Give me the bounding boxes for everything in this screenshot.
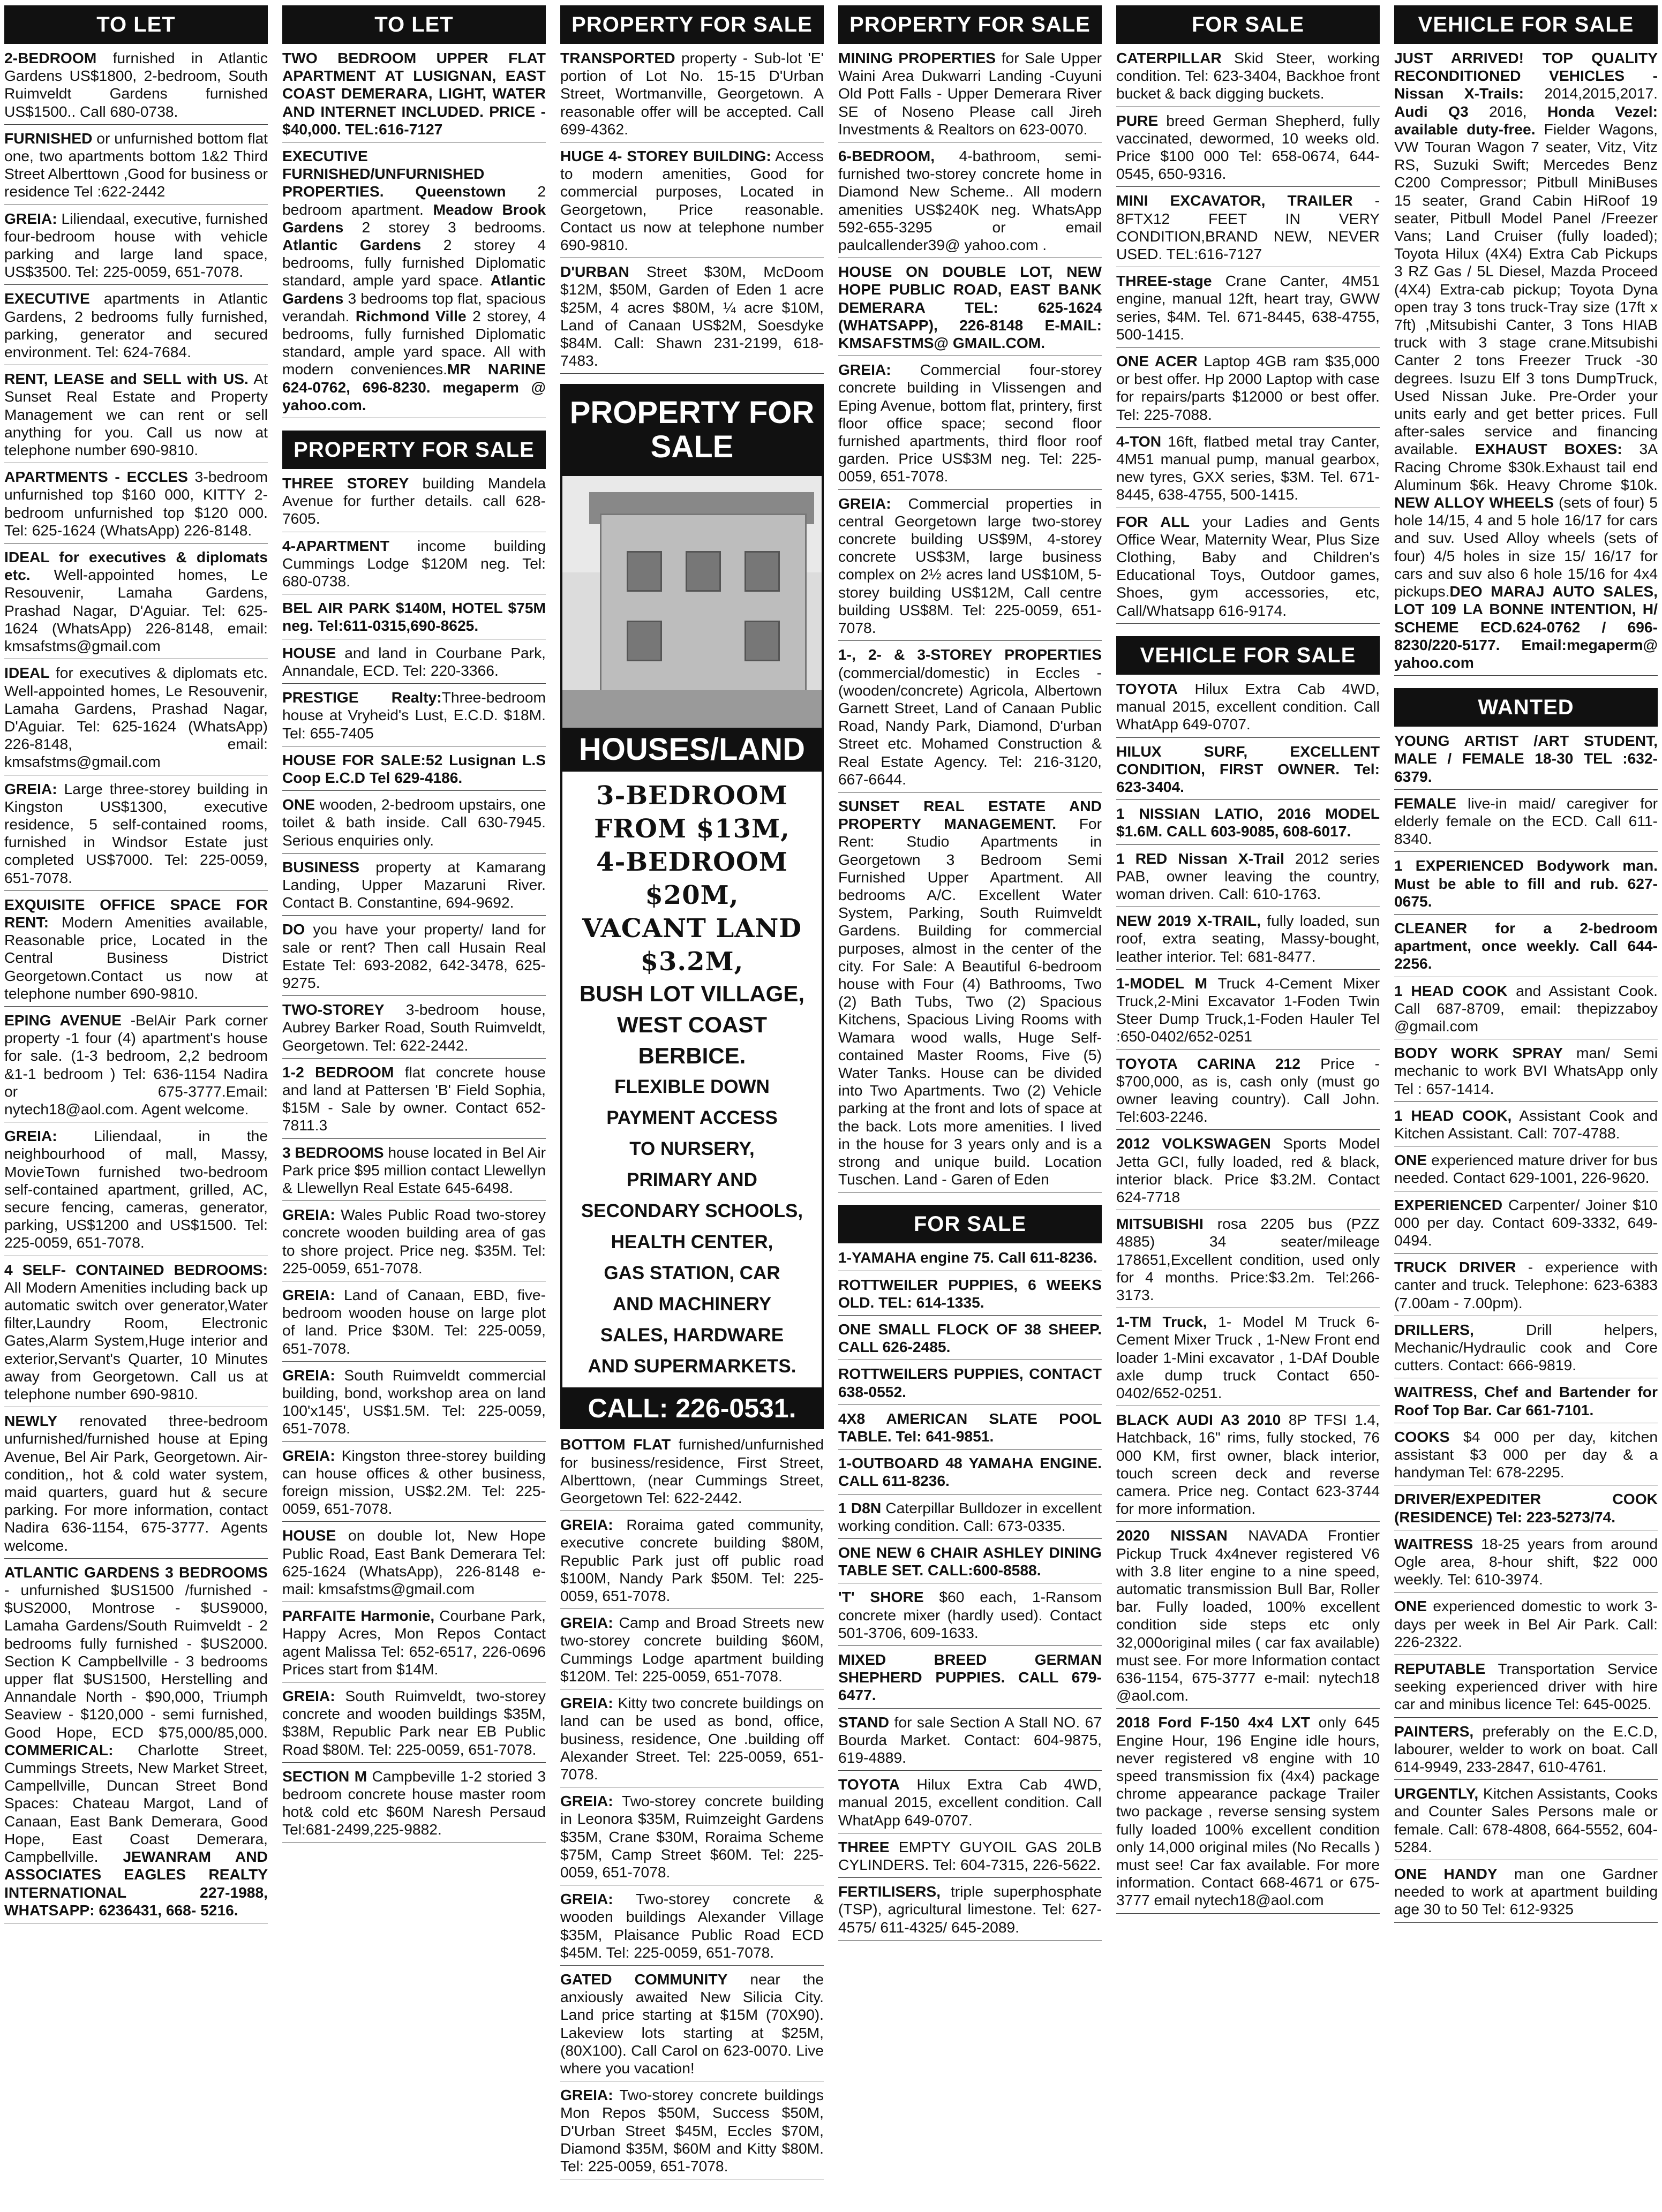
classified-ad: 4X8 AMERICAN SLATE POOL TABLE. Tel: 641-9851.	[838, 1410, 1102, 1449]
classified-ad: ONE experienced domestic to work 3-days per week in Bel Air Park. Call: 226-2322.	[1394, 1597, 1658, 1655]
promo-line: $3.2M,	[640, 947, 744, 977]
classified-ad: HOUSE and land in Courbane Park, Annandale, ECD. Tel: 220-3366.	[282, 644, 546, 684]
classified-ad: MINING PROPERTIES for Sale Upper Waini Area Dukwarri Landing -Cuyuni Old Pott Falls - Upper Demerara River SE of Noseno Please call Jireh Investments & Realtors on 623-0070.	[838, 49, 1102, 142]
classified-ad: WAITRESS 18-25 years from around Ogle area, 8-hour shift, $22 000 weekly. Tel: 610-3974.	[1394, 1535, 1658, 1593]
section-header-to-let: TO LET	[282, 5, 546, 44]
classified-ad: WAITRESS, Chef and Bartender for Roof Top Bar. Car 661-7101.	[1394, 1383, 1658, 1423]
classified-ad: NEW 2019 X-TRAIL, fully loaded, sun roof, extra seating, Massy-bought, leather interior. Tel: 681-8477.	[1116, 912, 1380, 970]
classified-ad: CLEANER for a 2-bedroom apartment, once weekly. Call 644-2256.	[1394, 919, 1658, 977]
classified-ad: PURE breed German Shepherd, fully vaccinated, dewormed, 10 weeks old. Price $100 000 Tel: 658-0674, 644-0545, 650-9316.	[1116, 112, 1380, 187]
promo-title: PROPERTY FOR SALE	[560, 384, 824, 476]
classified-ad: ONE wooden, 2-bedroom upstairs, one toilet & bath inside. Call 630-7945. Serious enquiries only.	[282, 796, 546, 854]
classified-ad: GATED COMMUNITY near the anxiously awaited New Silicia City. Land price starting at $15M (70X90). Lakeview lots starting at $25M, (80X100). Call Carol on 623-0070. Live where you vacation!	[560, 1971, 824, 2081]
classified-ad: GREIA: Large three-storey building in Kingston US$1300, executive residence, 5 self-contained rooms, furnished in Windsor Estate just completed US$7000. Tel: 225-0059, 651-7078.	[4, 780, 268, 891]
promo-detail: GAS STATION, CAR	[604, 1263, 780, 1284]
classified-ad: MIXED BREED GERMAN SHEPHERD PUPPIES. CALL 679-6477.	[838, 1651, 1102, 1709]
classified-ad: EPING AVENUE -BelAir Park corner property -1 four (4) apartment's house for sale. (1-3 bedroom, 2,2 bedroom &1-1 bedroom ) Tel: 636-1154 Nadira or 675-3777.Email: nytech18@aol.com. Agent welcome.	[4, 1011, 268, 1122]
classified-ad: ONE SMALL FLOCK OF 38 SHEEP. CALL 626-2485.	[838, 1320, 1102, 1360]
promo-line: $20M,	[645, 880, 739, 911]
classified-ad: BEL AIR PARK $140M, HOTEL $75M neg. Tel:611-0315,690-8625.	[282, 599, 546, 639]
classified-ad: GREIA: South Ruimveldt commercial building, bond, workshop area on land 100'x145', US$1.5M. Tel: 225-0059, 651-7078.	[282, 1367, 546, 1442]
classified-ad: ONE ACER Laptop 4GB ram $35,000 or best offer. Hp 2000 Laptop with case for repairs/parts $12000 or best offer. Tel: 225-7088.	[1116, 352, 1380, 428]
promo-detail: PRIMARY AND	[627, 1169, 757, 1191]
classified-ad: 4-APARTMENT income building Cummings Lodge $120M neg. Tel: 680-0738.	[282, 537, 546, 595]
promo-subline: WEST COAST	[617, 1012, 767, 1038]
classified-ad: GREIA: Camp and Broad Streets new two-storey concrete building $60M, Cummings Lodge apartment building $120M. Tel: 225-0059, 651-7078.	[560, 1614, 824, 1689]
promo-line: VACANT LAND	[582, 914, 802, 944]
classified-ad: TWO BEDROOM UPPER FLAT APARTMENT AT LUSIGNAN, EAST COAST DEMERARA, LIGHT, WATER AND INTERNET INCLUDED. PRICE - $40,000. TEL:616-7127	[282, 49, 546, 142]
classified-ad: HOUSE FOR SALE:52 Lusignan L.S Coop E.C.D Tel 629-4186.	[282, 751, 546, 791]
section-header-vehicle-for-sale: VEHICLE FOR SALE	[1394, 5, 1658, 44]
classified-ad: ONE NEW 6 CHAIR ASHLEY DINING TABLE SET. CALL:600-8588.	[838, 1544, 1102, 1583]
promo-detail: AND SUPERMARKETS.	[588, 1356, 796, 1377]
classified-ad: 1-OUTBOARD 48 YAMAHA ENGINE. CALL 611-8236.	[838, 1454, 1102, 1494]
classified-ad: PARFAITE Harmonie, Courbane Park, Happy Acres, Mon Repos Contact agent Malissa Tel: 652-6517, 226-0696 Prices start from $14M.	[282, 1607, 546, 1682]
promo-detail: SECONDARY SCHOOLS,	[581, 1201, 803, 1222]
classified-ad: COOKS $4 000 per day, kitchen assistant $3 000 per day & a handyman Tel: 678-2295.	[1394, 1428, 1658, 1486]
house-photo	[560, 476, 824, 728]
promo-line: FROM $13M,	[594, 814, 790, 844]
classified-ad: THREE STOREY building Mandela Avenue for further details. call 628-7605.	[282, 474, 546, 532]
classified-ad: JUST ARRIVED! TOP QUALITY RECONDITIONED VEHICLES - Nissan X-Trails: 2014,2015,2017. Audi Q3 2016, Honda Vezel: available duty-free. Fielder Wagons, VW Touran Wagon 7 seater, Vitz, Vitz RS, Suzuki Swift; Mercedes Benz C200 Compressor; Pitbull MiniBuses 15 seater, Grand Cabin HiRoof 19 seater, Pitbull Model Panel /Freezer Vans; Land Cruiser (fully loaded); Toyota Hilux (4X4) Extra Cab Pickups 3 RZ Gas / 5L Diesel, Mazda Proceed (4X4) Extra-cab pickup; Toyota Dyna open tray 3 tons truck-Tray size (17ft x 7ft) ,Mitsubishi Canter, 3 Tons HIAB truck with 3 stage crane.Mitsubishi Canter 2 tons Freezer Truck -30 degrees. Isuzu Elf 3 tons DumpTruck, Used Nissan Juke. Pre-Order your units early and get better prices. Full after-sales service and financing available. EXHAUST BOXES: 3A Racing Chrome $30k.Exhaust tail end Aluminum $6k. Heavy Chrome $10k. NEW ALLOY WHEELS (sets of four) 5 hole 14/15, 4 and 5 hole 16/17 for cars and suv. Used Alloy wheels (sets of four) 4/5 holes in size 15/ 16/17 for cars and suv also 6 hole 15/16 for 4x4 pickups.DEO MARAJ AUTO SALES, LOT 109 LA BONNE INTENTION, H/ SCHEME ECD.624-0762 / 696-8230/220-5177. Email:megaperm@ yahoo.com	[1394, 49, 1658, 676]
classified-ad: GREIA: Commercial four-storey concrete building in Vlissengen and Eping Avenue, bottom flat, printery, first floor office space; second floor furnished apartments, third floor roof garden. Price US$3M neg. Tel: 225-0059, 651-7078.	[838, 361, 1102, 489]
classified-ad: BODY WORK SPRAY man/ Semi mechanic to work BVI WhatsApp only Tel : 657-1414.	[1394, 1044, 1658, 1102]
classified-ad: FURNISHED or unfurnished bottom flat one, two apartments bottom 1&2 Third Street Alberttown ,Good for business or residence Tel :622-2442	[4, 130, 268, 205]
classified-ad: HUGE 4- STOREY BUILDING: Access to modern amenities, Good for commercial purposes, Located in Georgetown, Price reasonable. Contact us now at telephone number 690-9810.	[560, 147, 824, 258]
classified-ad: GREIA: Kingston three-storey building can house offices & other business, foreign mission, US$2.2M. Tel: 225-0059, 651-7078.	[282, 1447, 546, 1522]
classified-ad: EXQUISITE OFFICE SPACE FOR RENT: Modern Amenities available, Reasonable price, Located in the Central Business District Georgetown.Contact us now at telephone number 690-9810.	[4, 896, 268, 1007]
classified-ad: HOUSE on double lot, New Hope Public Road, East Bank Demerara Tel: 625-1624 (WhatsApp), 226-8148 e-mail: kmsafstms@gmail.com	[282, 1527, 546, 1602]
classified-ad: HILUX SURF, EXCELLENT CONDITION, FIRST OWNER. Tel: 623-3404.	[1116, 743, 1380, 801]
section-header-vehicle-for-sale: VEHICLE FOR SALE	[1116, 636, 1380, 675]
promo-call: CALL: 226-0531.	[560, 1387, 824, 1429]
classified-ad: PAINTERS, preferably on the E.C.D, labourer, welder to work on boat. Call 614-9949, 233-2847, 610-4761.	[1394, 1723, 1658, 1780]
classified-ad: GREIA: Roraima gated community, executive concrete building $80M, Republic Park just off public road $100M, Nandy Park $50M. Tel: 225-0059, 651-7078.	[560, 1516, 824, 1609]
promo-detail: AND MACHINERY	[612, 1294, 772, 1315]
promo-detail: HEALTH CENTER,	[611, 1232, 773, 1253]
promo-subline: BUSH LOT VILLAGE,	[580, 981, 804, 1007]
classified-ad: FEMALE live-in maid/ caregiver for elderly female on the ECD. Call 611-8340.	[1394, 795, 1658, 852]
classified-ad: THREE-stage Crane Canter, 4M51 engine, manual 12ft, heart tray, GWW series, $4M. Tel. 671-8445, 638-4755, 500-1415.	[1116, 272, 1380, 348]
column-2	[282, 5, 546, 2208]
classified-ad: 1 HEAD COOK, Assistant Cook and Kitchen Assistant. Call: 707-4788.	[1394, 1107, 1658, 1146]
classified-ad: TOYOTA Hilux Extra Cab 4WD, manual 2015, excellent condition. Call WhatApp 649-0707.	[838, 1776, 1102, 1833]
classified-ad: 2012 VOLKSWAGEN Sports Model Jetta GCI, fully loaded, red & black, interior black. Price $3.2M. Contact 624-7718	[1116, 1135, 1380, 1210]
classified-ad: 1 HEAD COOK and Assistant Cook. Call 687-8709, email: thepizzaboy @gmail.com	[1394, 982, 1658, 1040]
classified-ad: 1 RED Nissan X-Trail 2012 series PAB, owner leaving the country, woman driven. Call: 610-1763.	[1116, 850, 1380, 908]
classifieds-page	[4, 5, 1658, 2208]
classified-ad: TRANSPORTED property - Sub-lot 'E' portion of Lot No. 15-15 D'Urban Street, Wortmanville, Georgetown. A reasonable offer will be accepted. Call 699-4362.	[560, 49, 824, 142]
classified-ad: NEWLY renovated three-bedroom unfurnished/furnished house at Eping Avenue, Bel Air Park, Georgetown. Air-condition,, hot & cold water system, maid quarters, guard hut & secure parking. For more information, contact Nadira 636-1154, 675-3777. Agents welcome.	[4, 1412, 268, 1559]
section-header-property-for-sale: PROPERTY FOR SALE	[282, 431, 546, 469]
classified-ad: EXECUTIVE FURNISHED/UNFURNISHED PROPERTIES. Queenstown 2 bedroom apartment. Meadow Brook Gardens 2 storey 3 bedrooms. Atlantic Gardens 2 storey 4 bedrooms, fully furnished Diplomatic standard, ample yard space. Atlantic Gardens 3 bedrooms top flat, spacious verandah. Richmond Ville 2 storey, 4 bedrooms, fully furnished Diplomatic standard, ample yard space. All with modern conveniences.MR NARINE 624-0762, 696-8230. megaperm @ yahoo.com.	[282, 147, 546, 418]
classified-ad: GREIA: Commercial properties in central Georgetown large two-storey concrete building US$9M, 4-storey concrete US$3M, large business complex on 2½ acres land US$10M, 5-storey building US$12M, Call centre building US$8M. Tel: 225-0059, 651-7078.	[838, 495, 1102, 641]
classified-ad: SUNSET REAL ESTATE AND PROPERTY MANAGEMENT. For Rent: Studio Apartments in Georgetown 3 Bedroom Semi Furnished Upper Apartment. All bedrooms A/C. Excellent Water System, Parking, South Ruimveldt Gardens. Building for commercial purposes, almost in the center of the city. For Sale: A Beautiful 6-bedroom house with Four (4) Bathrooms, Two (2) Bath Tubs, Two (2) Spacious Kitchens, Spacious Living Rooms with Wamara wood walls, Huge Self-contained Master Rooms, Five (5) Water Tanks. House can be divided into Two Apartments. Two (2) Vehicle parking at the front and lots of space at the back. Lots more amenities. I lived in the house for 3 years only and is a strong and unique build. Location Tuschen. Land - Garen of Eden	[838, 797, 1102, 1192]
classified-ad: TOYOTA Hilux Extra Cab 4WD, manual 2015, excellent condition. Call WhatApp 649-0707.	[1116, 680, 1380, 738]
classified-ad: 4-TON 16ft, flatbed metal tray Canter, 4M51 manual pump, manual gearbox, new tyres, GXX series, $3M. Tel. 671-8445, 638-4755, 500-1415.	[1116, 433, 1380, 508]
classified-ad: D'URBAN Street $30M, McDoom $12M, $50M, Garden of Eden 1 acre $25M, 4 acres $80M, ¼ acre $10M, Land of Canaan US$2M, Soesdyke $84M. Call: Shawn 231-2199, 618-7483.	[560, 263, 824, 374]
section-header-to-let: TO LET	[4, 5, 268, 44]
classified-ad: EXECUTIVE apartments in Atlantic Gardens, 2 bedrooms fully furnished, parking, generator and secured environment. Tel: 624-7684.	[4, 290, 268, 365]
classified-ad: THREE EMPTY GUYOIL GAS 20LB CYLINDERS. Tel: 604-7315, 226-5622.	[838, 1838, 1102, 1878]
classified-ad: DRIVER/EXPEDITER COOK (RESIDENCE) Tel: 223-5273/74.	[1394, 1490, 1658, 1530]
section-header-property-for-sale: PROPERTY FOR SALE	[560, 5, 824, 44]
promo-body	[560, 772, 824, 1387]
classified-ad: CATERPILLAR Skid Steer, working condition. Tel: 623-3404, Backhoe front bucket & back digging buckets.	[1116, 49, 1380, 107]
section-header-property-for-sale: PROPERTY FOR SALE	[838, 5, 1102, 44]
classified-ad: DO you have your property/ land for sale or rent? Then call Husain Real Estate Tel: 693-2082, 642-3478, 625-9275.	[282, 920, 546, 996]
classified-ad: 1-MODEL M Truck 4-Cement Mixer Truck,2-Mini Excavator 1-Foden Twin Steer Dump Truck,1-Foden Hauler Tel :650-0402/652-0251	[1116, 975, 1380, 1050]
classified-ad: ROTTWEILER PUPPIES, 6 WEEKS OLD. TEL: 614-1335.	[838, 1276, 1102, 1316]
classified-ad: APARTMENTS - ECCLES 3-bedroom unfurnished top $160 000, KITTY 2-bedroom unfurnished top $120 000. Tel: 625-1624 (WhatsApp) 226-8148.	[4, 468, 268, 543]
classified-ad: TRUCK DRIVER - experience with canter and truck. Telephone: 623-6383 (7.00am - 7.00pm).	[1394, 1258, 1658, 1316]
classified-ad: 1-YAMAHA engine 75. Call 611-8236.	[838, 1249, 1102, 1271]
classified-ad: 4 SELF- CONTAINED BEDROOMS: All Modern Amenities including back up automatic switch over generator,Water filter,Laundry Room, Electronic Gates,Alarm System,Huge interior and exterior,Servant's Quarter, 10 Minutes away from Georgetown. Call us at telephone number 690-9810.	[4, 1261, 268, 1408]
classified-ad: IDEAL for executives & diplomats etc. Well-appointed homes, Le Resouvenir, Lamaha Gardens, Prashad Nagar, D'Aguiar. Tel: 625-1624 (WhatsApp) 226-8148, email: kmsafstms@gmail.com	[4, 548, 268, 659]
classified-ad: 1 D8N Caterpillar Bulldozer in excellent working condition. Call: 673-0335.	[838, 1499, 1102, 1539]
promo-subline: BERBICE.	[638, 1043, 746, 1069]
classified-ad: GREIA: Kitty two concrete buildings on land can be used as bond, office, business, residence, One .building off Alexander Street. Tel: 225-0059, 651-7078.	[560, 1694, 824, 1787]
classified-ad: 1-2 BEDROOM flat concrete house and land at Pattersen 'B' Field Sophia, $15M - Sale by owner. Contact 652-7811.3	[282, 1063, 546, 1139]
classified-ad: ONE experienced mature driver for bus needed. Contact 629-1001, 226-9620.	[1394, 1151, 1658, 1191]
classified-ad: TWO-STOREY 3-bedroom house, Aubrey Barker Road, South Ruimveldt, Georgetown. Tel: 622-2442.	[282, 1001, 546, 1059]
classified-ad: MINI EXCAVATOR, TRAILER - 8FTX12 FEET IN VERY CONDITION,BRAND NEW, NEVER USED. TEL:616-7127	[1116, 192, 1380, 267]
classified-ad: GREIA: South Ruimveldt, two-storey concrete and wooden buildings $35M, $38M, Republic Park near EB Public Road $80M. Tel: 225-0059, 651-7078.	[282, 1687, 546, 1763]
classified-ad: BUSINESS property at Kamarang Landing, Upper Mazaruni River. Contact B. Constantine, 694-9692.	[282, 858, 546, 916]
classified-ad: STAND for sale Section A Stall NO. 67 Bourda Market. Contact: 604-9875, 619-4889.	[838, 1713, 1102, 1771]
classified-ad: GREIA: Two-storey concrete buildings Mon Repos $50M, Success $50M, D'Urban Street $45M, Eccles $70M, Diamond $35M, $60M and Kitty $80M. Tel: 225-0059, 651-7078.	[560, 2086, 824, 2179]
column-6	[1394, 5, 1658, 2208]
classified-ad: RENT, LEASE and SELL with US. At Sunset Real Estate and Property Management we can rent or sell anything for you. Call us now at telephone number 690-9810.	[4, 370, 268, 463]
classified-ad: 1 NISSIAN LATIO, 2016 MODEL $1.6M. CALL 603-9085, 608-6017.	[1116, 805, 1380, 844]
classified-ad: GREIA: Wales Public Road two-storey concrete wooden building area of gas to shore project. Price neg. $35M. Tel: 225-0059, 651-7078.	[282, 1206, 546, 1281]
classified-ad: GREIA: Liliendaal, in the neighbourhood of mall, Massy, MovieTown furnished two-bedroom self-contained apartment, grilled, AC, secure fencing, cameras, generator, parking, US$1200 and US$1500. Tel: 225-0059, 651-7078.	[4, 1127, 268, 1256]
classified-ad: GREIA: Land of Canaan, EBD, five-bedroom wooden house on large plot of land. Price $30M. Tel: 225-0059, 651-7078.	[282, 1286, 546, 1362]
promo-detail: FLEXIBLE DOWN	[614, 1076, 770, 1098]
classified-ad: 3 BEDROOMS house located in Bel Air Park price $95 million contact Llewellyn & Llewellyn Real Estate 645-6498.	[282, 1144, 546, 1202]
classified-ad: YOUNG ARTIST /ART STUDENT, MALE / FEMALE 18-30 TEL :632-6379.	[1394, 732, 1658, 790]
classified-ad: FERTILISERS, triple superphosphate (TSP), agricultural limestone. Tel: 627-4575/ 611-4325/ 645-2089.	[838, 1883, 1102, 1941]
classified-ad: 2-BEDROOM furnished in Atlantic Gardens US$1800, 2-bedroom, South Ruimveldt Gardens furnished US$1500.. Call 680-0738.	[4, 49, 268, 125]
classified-ad: DRILLERS, Drill helpers, Mechanic/Hydraulic cook and Core cutters. Contact: 666-9819.	[1394, 1321, 1658, 1379]
column-5	[1116, 5, 1380, 2208]
classified-ad: MITSUBISHI rosa 2205 bus (PZZ 4885) 34 seater/mileage 178651,Excellent condition, used only for 4 months. Price:$3.2m. Tel:266-3173.	[1116, 1215, 1380, 1308]
classified-ad: GREIA: Two-storey concrete building in Leonora $35M, Ruimzeight Gardens $35M, Crane $30M, Roraima Scheme $75M, Camp Street $60M. Tel: 225-0059, 651-7078.	[560, 1792, 824, 1885]
classified-ad: BOTTOM FLAT furnished/unfurnished for business/residence, First Street, Alberttown, (near Cummings Street, Georgetown Tel: 622-2442.	[560, 1436, 824, 1511]
promo-line: 4-BEDROOM	[596, 847, 788, 878]
column-4	[838, 5, 1102, 2208]
classified-ad: EXPERIENCED Carpenter/ Joiner $10 000 per day. Contact 609-3332, 649-0494.	[1394, 1196, 1658, 1254]
promo-detail: SALES, HARDWARE	[600, 1325, 784, 1346]
section-header-wanted: WANTED	[1394, 688, 1658, 727]
promo-detail: PAYMENT ACCESS	[606, 1107, 778, 1129]
classified-ad: URGENTLY, Kitchen Assistants, Cooks and Counter Sales Persons male or female. Call: 678-4808, 664-5552, 604-5284.	[1394, 1785, 1658, 1860]
classified-ad: TOYOTA CARINA 212 Price - $700,000, as is, cash only (must go owner leaving country). Call John. Tel:603-2246.	[1116, 1055, 1380, 1130]
classified-ad: REPUTABLE Transportation Service seeking experienced driver with hire car and minibus licence Tel: 645-0025.	[1394, 1660, 1658, 1718]
classified-ad: GREIA: Two-storey concrete & wooden buildings Alexander Village $35M, Plaisance Public Road ECD $45M. Tel: 225-0059, 651-7078.	[560, 1890, 824, 1966]
classified-ad: IDEAL for executives & diplomats etc. Well-appointed homes, Le Resouvenir, Lamaha Gardens, Prashad Nagar, D'Aguiar. Tel: 625-1624 (WhatsApp) 226-8148, email: kmsafstms@gmail.com	[4, 664, 268, 775]
classified-ad: 1-TM Truck, 1- Model M Truck 6-Cement Mixer Truck , 1-New Front end loader 1-Mini excavator , 1-DAf Double axle dump truck Contact 650-0402/652-0251.	[1116, 1313, 1380, 1406]
classified-ad: FOR ALL your Ladies and Gents Office Wear, Maternity Wear, Plus Size Clothing, Baby and Children's Educational Toys, Outdoor games, Shoes, gym accessories, etc, Call/Whatsapp 616-9174.	[1116, 513, 1380, 624]
classified-ad: 6-BEDROOM, 4-bathroom, semi-furnished two-storey concrete home in Diamond New Scheme.. All modern amenities US$240K neg. WhatsApp 592-655-3295 or email paulcallender39@ yahoo.com .	[838, 147, 1102, 258]
column-1	[4, 5, 268, 2208]
classified-ad: SECTION M Campbeville 1-2 storied 3 bedroom concrete house master room hot& cold etc $60M Naresh Persaud Tel:681-2499,225-9882.	[282, 1768, 546, 1843]
promo-line: 3-BEDROOM	[596, 781, 788, 811]
classified-ad: GREIA: Liliendaal, executive, furnished four-bedroom house with vehicle parking and large land space, US$3500. Tel: 225-0059, 651-7078.	[4, 210, 268, 285]
classified-ad: 'T' SHORE $60 each, 1-Ransom concrete mixer (hardly used). Contact 501-3706, 609-1633.	[838, 1588, 1102, 1646]
classified-ad: 1-, 2- & 3-STOREY PROPERTIES (commercial/domestic) in Eccles - (wooden/concrete) Agricola, Albertown Garnett Street, Land of Canaan Public Road, Nandy Park, Diamond, D'urban Street etc. Mohamed Construction & Real Estate Agency. Tel: 216-3120, 667-6644.	[838, 646, 1102, 792]
promo-detail: TO NURSERY,	[629, 1138, 755, 1160]
classified-ad: PRESTIGE Realty:Three-bedroom house at Vryheid's Lust, E.C.D. $18M. Tel: 655-7405	[282, 689, 546, 746]
classified-ad: HOUSE ON DOUBLE LOT, NEW HOPE PUBLIC ROAD, EAST BANK DEMERARA TEL: 625-1624 (WHATSAPP), 226-8148 E-MAIL: KMSAFSTMS@ GMAIL.COM.	[838, 263, 1102, 356]
column-3	[560, 5, 824, 2208]
classified-ad: 2020 NISSAN NAVADA Frontier Pickup Truck 4x4never registered V6 with 3.8 liter engine to a nine speed, automatic transmission Bull Bar, Roller bar. Fully loaded, 100% excellent condition side steps etc only 32,000original miles ( car fax available) must see. For more Information contact 636-1154, 675-3777 e-mail: nytech18 @aol.com.	[1116, 1527, 1380, 1709]
promo-band: HOUSES/LAND	[560, 728, 824, 772]
classified-ad: 2018 Ford F-150 4x4 LXT only 645 Engine Hour, 196 Engine idle hours, never registered v8 engine with 10 speed transmission fix (4x4) package chrome appearance package Trailer two package , reverse sensing system fully loaded 100% excellent condition only 14,000 original miles (No Recalls ) must see! Car fax available. For more information. Contact 668-4671 or 675-3777 email nytech18@aol.com	[1116, 1713, 1380, 1913]
classified-ad: ONE HANDY man one Gardner needed to work at apartment building age 30 to 50 Tel: 612-9325	[1394, 1865, 1658, 1923]
classified-ad: BLACK AUDI A3 2010 8P TFSI 1.4, Hatchback, 16" rims, fully stocked, 76 000 KM, first owner, black interior, touch screen deck and reverse camera. Price neg. Contact 623-3744 for more information.	[1116, 1411, 1380, 1522]
classified-ad: ROTTWEILERS PUPPIES, CONTACT 638-0552.	[838, 1365, 1102, 1405]
classified-ad: 1 EXPERIENCED Bodywork man. Must be able to fill and rub. 627-0675.	[1394, 857, 1658, 915]
section-header-for-sale: FOR SALE	[1116, 5, 1380, 44]
section-header-for-sale: FOR SALE	[838, 1205, 1102, 1243]
classified-ad: ATLANTIC GARDENS 3 BEDROOMS - unfurnished $US1500 /furnished - $US2000, Montrose - $US9000, Lamaha Gardens/South Ruimveldt - 2 bedrooms fully furnished - $US2000. Section K Campbellville - 3 bedrooms upper flat $US1500, Herstelling and Annandale North - $90,000, Triumph Seaview - $120,000 - semi furnished, Good Hope, ECD $75,000/85,000. COMMERICAL: Charlotte Street, Cummings Streets, New Market Street, Campellville, Duncan Street Bond Spaces: Chateau Margot, Land of Canaan, East Bank Demerara, Good Hope, East Coast Demerara, Campbellville. JEWANRAM AND ASSOCIATES EAGLES REALTY INTERNATIONAL 227-1988, WHATSAPP: 6236431, 668- 5216.	[4, 1564, 268, 1923]
